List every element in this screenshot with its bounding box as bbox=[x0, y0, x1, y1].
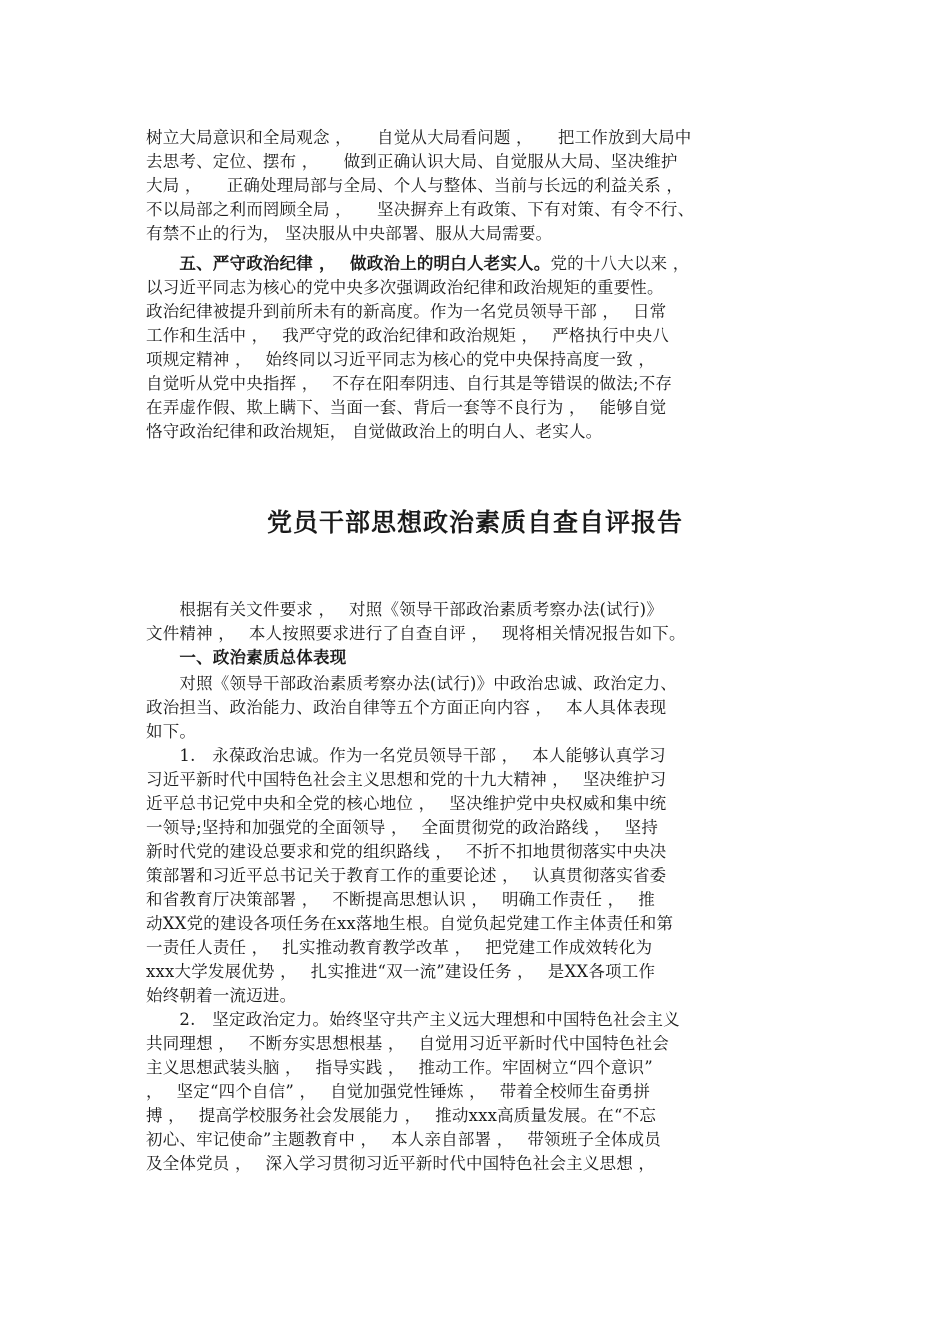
section-heading-five: 五、严守政治纪律 ， 做政治上的明白人老实人。 bbox=[146, 254, 551, 273]
text-line: 恪守政治纪律和政治规矩， 自觉做政治上的明白人、老实人。 bbox=[146, 422, 603, 441]
text-line: 主义思想武装头脑 ， 指导实践 ， 推动工作。牢固树立“四个意识” bbox=[146, 1058, 653, 1077]
text-line: 始终朝着一流迈进。 bbox=[146, 986, 297, 1005]
text-line: 在弄虚作假、欺上瞒下、当面一套、背后一套等不良行为 ， 能够自觉 bbox=[146, 398, 667, 417]
text-line: 策部署和习近平总书记关于教育工作的重要论述 ， 认真贯彻落实省委 bbox=[146, 866, 667, 885]
text-line: 一责任人责任 ， 扎实推动教育教学改革 ， 把党建工作成效转化为 bbox=[146, 938, 653, 957]
text-line: 搏 ， 提高学校服务社会发展能力 ， 推动xxx高质量发展。在“不忘 bbox=[146, 1106, 657, 1125]
text-line: 1. 永葆政治忠诚。作为一名党员领导干部 ， 本人能够认真学习 bbox=[146, 746, 666, 765]
text-line: 一领导;坚持和加强党的全面领导 ， 全面贯彻党的政治路线 ， 坚持 bbox=[146, 818, 659, 837]
text-line: 大局 ， 正确处理局部与全局、个人与整体、当前与长远的利益关系 ， bbox=[146, 176, 684, 195]
text-line: 及全体党员 ， 深入学习贯彻习近平新时代中国特色社会主义思想 ， bbox=[146, 1154, 656, 1173]
text-line: 有禁不止的行为， 坚决服从中央部署、服从大局需要。 bbox=[146, 224, 553, 243]
text-line: 文件精神 ， 本人按照要求进行了自查自评 ， 现将相关情况报告如下。 bbox=[146, 624, 686, 643]
text-line: 工作和生活中 ， 我严守党的政治纪律和政治规矩 ， 严格执行中央八 bbox=[146, 326, 669, 345]
text-line: 初心、牢记使命”主题教育中 ， 本人亲自部署 ， 带领班子全体成员 bbox=[146, 1130, 661, 1149]
text-line: 政治纪律被提升到前所未有的新高度。作为一名党员领导干部 ， 日常 bbox=[146, 302, 667, 321]
text-line: 和省教育厅决策部署 ， 不断提高思想认识 ， 明确工作责任 ， 推 bbox=[146, 890, 655, 909]
text-line: 动XX党的建设各项任务在xx落地生根。自觉负起党建工作主体责任和第 bbox=[146, 914, 674, 933]
text-run: 党的十八大以来 ， bbox=[550, 254, 690, 273]
paragraph-political-quality bbox=[146, 672, 814, 1176]
text-line: 共同理想 ， 不断夯实思想根基 ， 自觉用习近平新时代中国特色社会 bbox=[146, 1034, 669, 1053]
section-heading-one: 一、政治素质总体表现 bbox=[146, 648, 347, 667]
text-line: 对照《领导干部政治素质考察办法(试行)》中政治忠诚、政治定力、 bbox=[146, 674, 677, 693]
text-line: 自觉听从党中央指挥 ， 不存在阳奉阴违、自行其是等错误的做法;不存 bbox=[146, 374, 673, 393]
text-line: 去思考、定位、摆布 ， 做到正确认识大局、自觉服从大局、坚决维护 bbox=[146, 152, 678, 171]
text-line: 近平总书记党中央和全党的核心地位 ， 坚决维护党中央权威和集中统 bbox=[146, 794, 667, 813]
text-line: 树立大局意识和全局观念 ， 自觉从大局看问题 ， 把工作放到大局中 bbox=[146, 128, 692, 147]
text-line: 新时代党的建设总要求和党的组织路线 ， 不折不扣地贯彻落实中央决 bbox=[146, 842, 667, 861]
paragraph-overall-situation bbox=[146, 126, 814, 246]
text-line: 不以局部之利而罔顾全局 ， 坚决摒弃上有政策、下有对策、有令不行、 bbox=[146, 200, 695, 219]
text-line: 项规定精神 ， 始终同以习近平同志为核心的党中央保持高度一致 ， bbox=[146, 350, 656, 369]
text-line: xxx大学发展优势 ， 扎实推进“双一流”建设任务 ， 是XX各项工作 bbox=[146, 962, 656, 981]
paragraph-intro bbox=[146, 598, 814, 670]
text-line bbox=[146, 252, 814, 276]
text-line: 习近平新时代中国特色社会主义思想和党的十九大精神 ， 坚决维护习 bbox=[146, 770, 667, 789]
text-line: 如下。 bbox=[146, 722, 197, 741]
document-title: 党员干部思想政治素质自查自评报告 bbox=[266, 508, 683, 537]
text-line: 根据有关文件要求 ， 对照《领导干部政治素质考察办法(试行)》 bbox=[146, 600, 663, 619]
paragraph-political-discipline bbox=[146, 252, 814, 444]
text-line: 2. 坚定政治定力。始终坚守共产主义远大理想和中国特色社会主义 bbox=[146, 1010, 680, 1029]
text-line: 政治担当、政治能力、政治自律等五个方面正向内容 ， 本人具体表现 bbox=[146, 698, 667, 717]
text-line: 以习近平同志为核心的党中央多次强调政治纪律和政治规矩的重要性。 bbox=[146, 278, 664, 297]
text-line: ， 坚定“四个自信” ， 自觉加强党性锤炼 ， 带着全校师生奋勇拼 bbox=[146, 1082, 651, 1101]
